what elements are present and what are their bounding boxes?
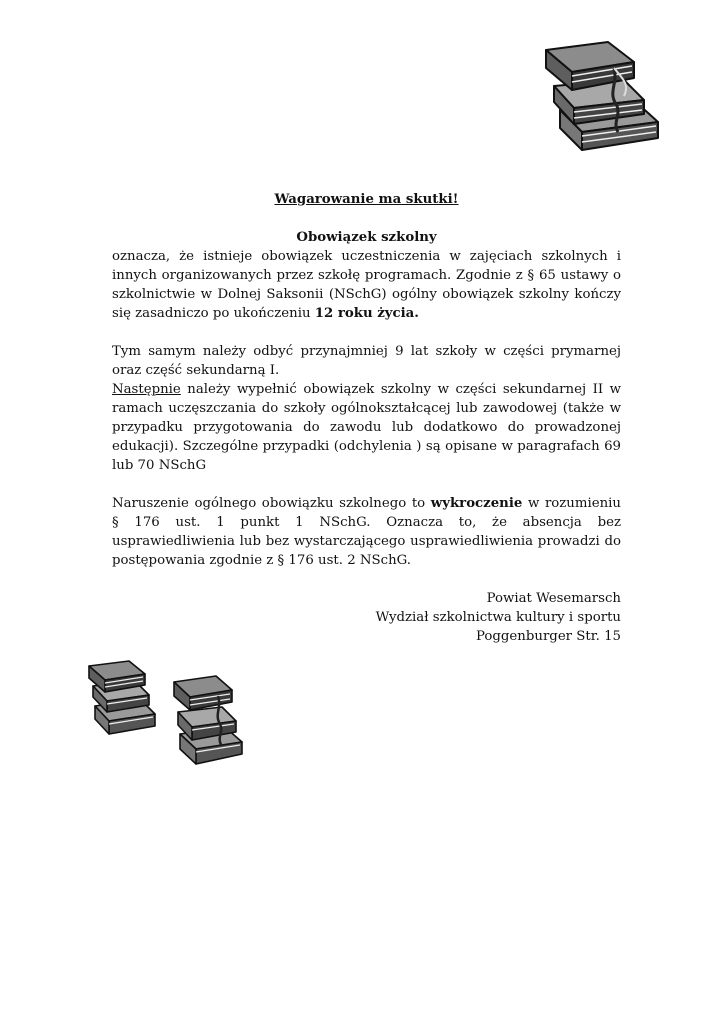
paragraph-4-text-before: Naruszenie ogólnego obowiązku szkolnego to bbox=[112, 496, 431, 511]
books-stack-top-icon bbox=[538, 38, 670, 156]
paragraph-1-bold: 12 roku życia. bbox=[314, 306, 419, 321]
document-subtitle: Obowiązek szkolny bbox=[296, 230, 437, 245]
paragraph-2: Tym samym należy odbyć przynajmniej 9 lat szkoły w części prymarnej oraz część sekundarną I. bbox=[112, 344, 621, 378]
paragraph-4-bold: wykroczenie bbox=[430, 496, 523, 511]
document-title: Wagarowanie ma skutki! bbox=[274, 192, 459, 207]
paragraph-3-underlined: Następnie bbox=[112, 382, 181, 397]
signature-line-2: Wydział szkolnictwa kultury i sportu bbox=[375, 610, 621, 625]
paragraph-3 bbox=[112, 380, 621, 475]
books-stack-icon bbox=[85, 658, 163, 738]
document-body bbox=[112, 190, 621, 646]
paragraph-3-text: należy wypełnić obowiązek szkolny w części sekundarnej II w ramach uczęszczania do szkoły ogólnokształcącej lub zawodowej (także w przypadku przygotowania do zawodu lub dodatkowo do prowadzonej edukacji). Szczególne przypadki (odchylenia ) są opisane w paragrafach 69 lub 70 NSchG bbox=[112, 382, 621, 473]
paragraph-1-text: oznacza, że istnieje obowiązek uczestniczenia w zajęciach szkolnych i innych organizowanych przez szkołę programach. Zgodnie z § 65 ustawy o szkolnictwie w Dolnej Saksonii (NSchG) ogólny obowiązek szkolny kończy się zasadniczo po ukończeniu bbox=[112, 249, 621, 321]
signature-line-1: Powiat Wesemarsch bbox=[486, 591, 621, 606]
books-stack-bottom-right-icon bbox=[170, 672, 250, 768]
books-stack-icon bbox=[538, 38, 670, 156]
books-stack-bottom-left-icon bbox=[85, 658, 163, 738]
signature-line-3: Poggenburger Str. 15 bbox=[476, 629, 621, 644]
paragraph-1 bbox=[112, 247, 621, 323]
books-stack-icon bbox=[170, 672, 250, 768]
paragraph-4 bbox=[112, 494, 621, 570]
paragraph-4-text-after: w rozumieniu § 176 ust. 1 punkt 1 NSchG. Oznacza to, że absencja bez usprawiedliwienia lub bez wystarczającego usprawiedliwienia prowadzi do postępowania zgodnie z § 176 ust. 2 NSchG. bbox=[112, 496, 621, 568]
